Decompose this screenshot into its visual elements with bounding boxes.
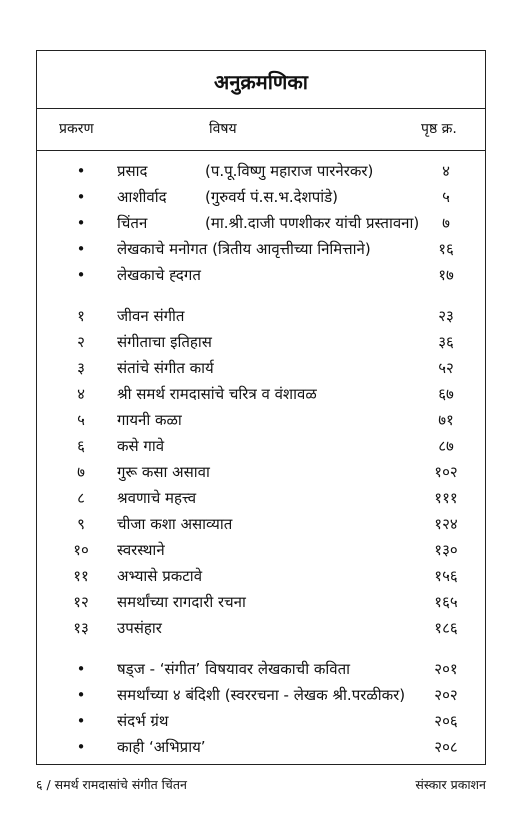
chapter-title: श्रवणाचे महत्त्व xyxy=(117,489,197,507)
chapter-number: ७ xyxy=(77,463,85,481)
list-item xyxy=(37,565,485,587)
list-item xyxy=(37,617,485,639)
chapter-title: लेखकाचे ह्दगत xyxy=(117,266,201,284)
header-vishay: विषय xyxy=(209,121,237,137)
page-number: २३ xyxy=(438,307,454,325)
page-number: २०२ xyxy=(434,686,458,704)
page-number: २०८ xyxy=(434,738,458,756)
chapter-title: आशीर्वाद xyxy=(117,188,167,206)
chapter-title: उपसंहार xyxy=(117,619,162,637)
chapter-title: चीजा कशा असाव्यात xyxy=(117,515,233,533)
chapter-title: कसे गावे xyxy=(117,437,165,455)
list-item xyxy=(37,383,485,405)
chapter-title: अभ्यासे प्रकटावे xyxy=(117,567,203,585)
list-item xyxy=(37,435,485,457)
chapter-number: ९ xyxy=(77,515,85,533)
bullet: • xyxy=(76,712,86,730)
bullet: • xyxy=(76,266,86,284)
chapter-title: संगीताचा इतिहास xyxy=(117,333,212,351)
chapter-title: समर्थांच्या ४ बंदिशी (स्वररचना - लेखक श्री.परळीकर) xyxy=(117,686,406,704)
page-number: ५ xyxy=(442,188,450,206)
contents-frame xyxy=(36,50,486,765)
list-item xyxy=(37,238,485,260)
bullet: • xyxy=(76,214,86,232)
chapter-number: ४ xyxy=(77,385,85,403)
list-item xyxy=(37,409,485,431)
footer-left: ६ / समर्थ रामदासांचे संगीत चिंतन xyxy=(36,777,187,792)
chapter-number: ८ xyxy=(77,489,85,507)
bullet: • xyxy=(76,162,86,180)
list-item xyxy=(37,212,485,234)
page-title: अनुक्रमणिका xyxy=(214,70,308,94)
page-number: २०६ xyxy=(434,712,458,730)
chapter-number: ६ xyxy=(77,437,85,455)
list-item xyxy=(37,539,485,561)
chapter-title: स्वरस्थाने xyxy=(117,541,165,559)
bullet: • xyxy=(76,738,86,756)
list-item xyxy=(37,513,485,535)
chapter-title: श्री समर्थ रामदासांचे चरित्र व वंशावळ xyxy=(117,385,317,403)
page-number: १११ xyxy=(434,489,458,507)
bullet: • xyxy=(76,686,86,704)
chapter-note: (मा.श्री.दाजी पणशीकर यांची प्रस्तावना) xyxy=(205,214,420,232)
page-number: १७ xyxy=(438,266,454,284)
page-number: ५२ xyxy=(438,359,454,377)
bullet: • xyxy=(76,660,86,678)
chapter-number: ३ xyxy=(77,359,85,377)
page-number: १६५ xyxy=(434,593,458,611)
page-number: २०१ xyxy=(434,660,458,678)
page-number: ४ xyxy=(442,162,450,180)
list-item xyxy=(37,591,485,613)
page-number: १२४ xyxy=(434,515,458,533)
chapter-title: प्रसाद xyxy=(117,162,148,180)
chapter-title: लेखकाचे मनोगत (त्रितीय आवृत्तीच्या निमित्ताने) xyxy=(117,240,371,258)
chapter-title: संदर्भ ग्रंथ xyxy=(117,712,169,730)
chapter-number: १३ xyxy=(73,619,89,637)
chapter-number: २ xyxy=(77,333,85,351)
list-item xyxy=(37,684,485,706)
header-divider xyxy=(37,150,485,151)
chapter-number: ११ xyxy=(73,567,89,585)
chapter-title: जीवन संगीत xyxy=(117,307,185,325)
page-number: १३० xyxy=(434,541,458,559)
chapter-title: गुरू कसा असावा xyxy=(117,463,210,481)
page-number: १८६ xyxy=(434,619,458,637)
chapter-number: ५ xyxy=(77,411,85,429)
list-item xyxy=(37,357,485,379)
header-page-number: पृष्ठ क्र. xyxy=(421,121,457,137)
list-item xyxy=(37,736,485,758)
page-number: १५६ xyxy=(434,567,458,585)
page-number: १६ xyxy=(438,240,454,258)
page-number: ३६ xyxy=(438,333,454,351)
list-item xyxy=(37,487,485,509)
list-item xyxy=(37,186,485,208)
bullet: • xyxy=(76,188,86,206)
list-item xyxy=(37,710,485,732)
chapter-note: (गुरुवर्य पं.स.भ.देशपांडे) xyxy=(205,188,339,206)
chapter-title: षड्ज - ‘संगीत’ विषयावर लेखकाची कविता xyxy=(117,660,351,678)
page-number: ७१ xyxy=(438,411,454,429)
page-number: ८७ xyxy=(438,437,454,455)
list-item xyxy=(37,331,485,353)
chapter-title: चिंतन xyxy=(117,214,148,232)
chapter-title: समर्थांच्या रागदारी रचना xyxy=(117,593,246,611)
header-prakaran: प्रकरण xyxy=(59,121,94,137)
page-number: ६७ xyxy=(438,385,454,403)
bullet: • xyxy=(76,240,86,258)
chapter-number: १० xyxy=(73,541,89,559)
list-item xyxy=(37,160,485,182)
chapter-note: (प.पू.विष्णु महाराज पारनेरकर) xyxy=(205,162,374,180)
list-item xyxy=(37,305,485,327)
chapter-title: संतांचे संगीत कार्य xyxy=(117,359,214,377)
page-number: ७ xyxy=(442,214,450,232)
footer-right: संस्कार प्रकाशन xyxy=(415,777,486,792)
list-item xyxy=(37,461,485,483)
chapter-number: १ xyxy=(77,307,85,325)
chapter-title: गायनी कळा xyxy=(117,411,182,429)
chapter-number: १२ xyxy=(73,593,89,611)
list-item xyxy=(37,264,485,286)
list-item xyxy=(37,658,485,680)
chapter-title: काही ‘अभिप्राय’ xyxy=(117,738,206,756)
title-divider xyxy=(37,108,485,109)
page-number: १०२ xyxy=(434,463,458,481)
